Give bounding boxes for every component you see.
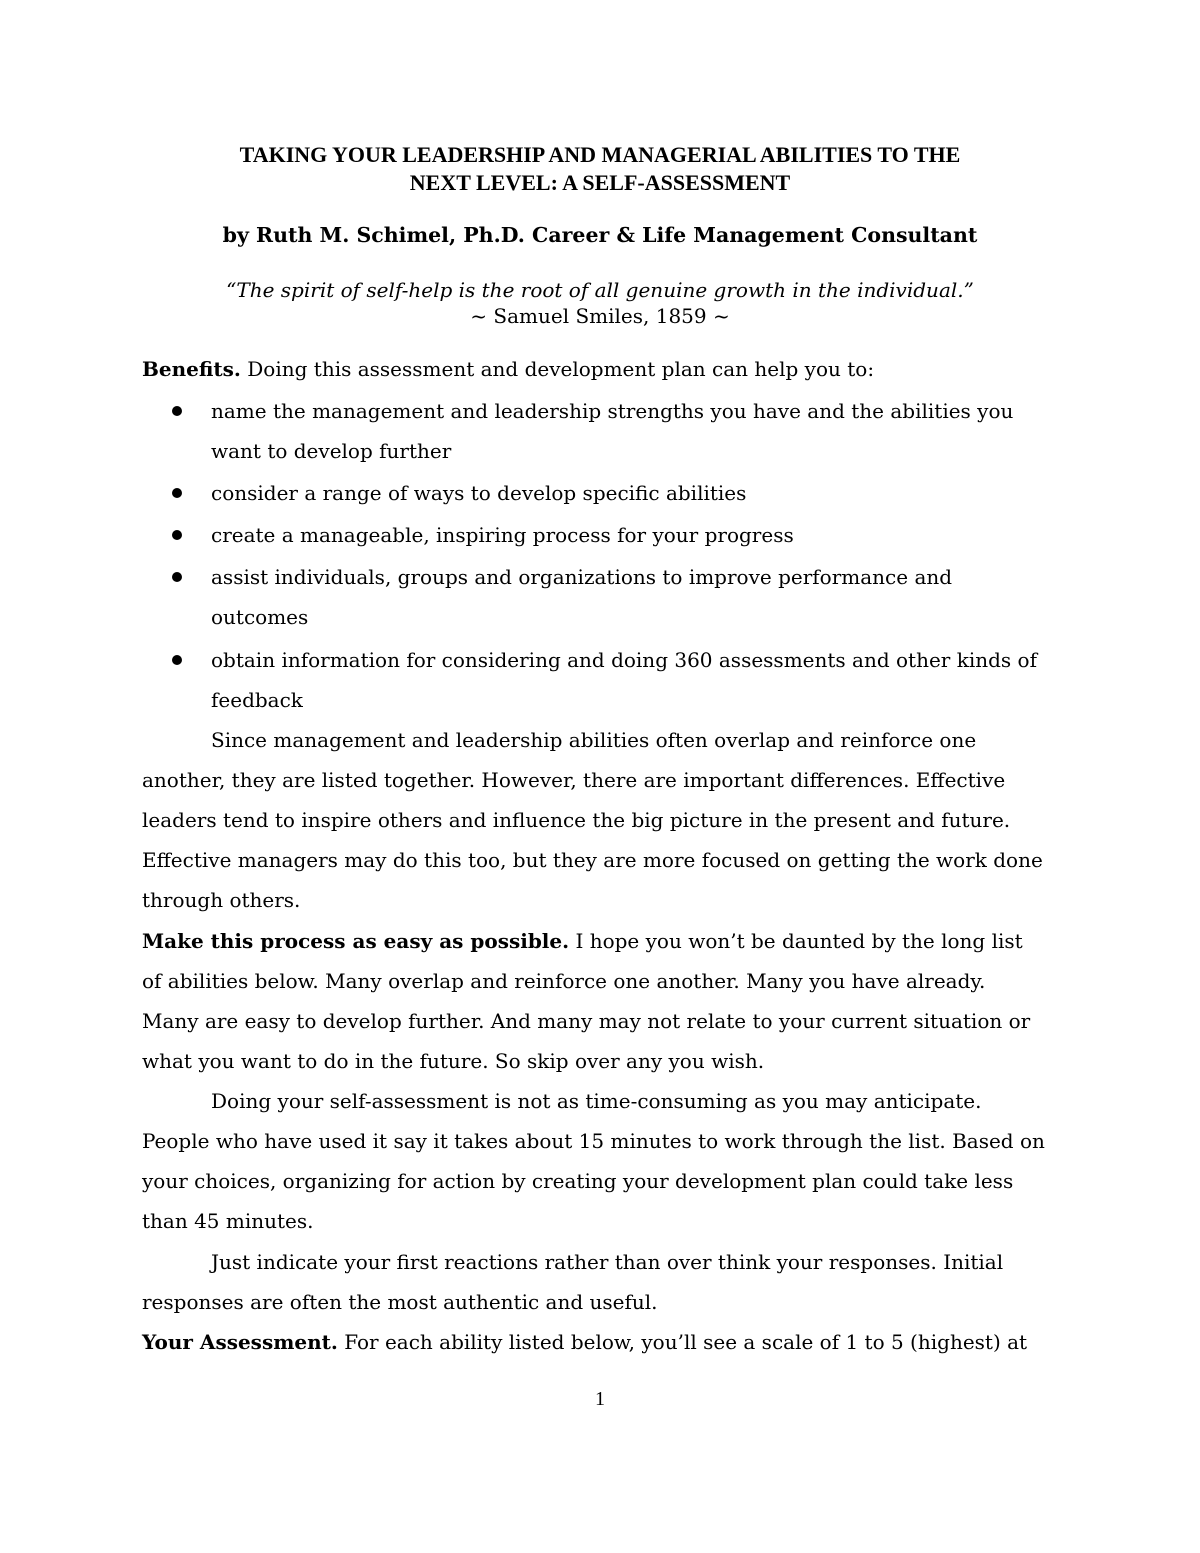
paragraph-reactions-line-2: responses are often the most authentic and useful. — [142, 1290, 658, 1314]
benefit-item-5-line-2: feedback — [211, 688, 303, 712]
benefits-heading: Benefits. — [142, 357, 241, 381]
easy-process-line-1 — [142, 926, 1023, 956]
benefits-intro: Doing this assessment and development plan can help you to: — [240, 357, 875, 381]
document-title-line-2: NEXT LEVEL: A SELF-ASSESSMENT — [409, 170, 791, 195]
assessment-heading: Your Assessment. — [142, 1330, 338, 1354]
epigraph-attribution: ~ Samuel Smiles, 1859 ~ — [470, 304, 730, 328]
easy-process-intro: I hope you won’t be daunted by the long list — [569, 929, 1023, 953]
paragraph-time-line-3: your choices, organizing for action by creating your development plan could take less — [142, 1169, 1014, 1193]
paragraph-overlap-line-4: Effective managers may do this too, but they are more focused on getting the work done — [142, 848, 1043, 872]
benefit-item-4-line-2: outcomes — [211, 605, 309, 629]
benefit-item-3: create a manageable, inspiring process for your progress — [211, 523, 794, 547]
paragraph-overlap-line-3: leaders tend to inspire others and influence the big picture in the present and future. — [142, 808, 1011, 832]
benefit-item-5-line-1: obtain information for considering and doing 360 assessments and other kinds of — [211, 648, 1037, 672]
bullet-icon — [172, 406, 182, 416]
epigraph-quote: “The spirit of self-help is the root of all genuine growth in the individual.” — [226, 278, 974, 302]
assessment-intro: For each ability listed below, you’ll see a scale of 1 to 5 (highest) at — [337, 1330, 1028, 1354]
benefit-item-1-line-1: name the management and leadership strengths you have and the abilities you — [211, 399, 1014, 423]
document-title-line-1: TAKING YOUR LEADERSHIP AND MANAGERIAL ABILITIES TO THE — [239, 142, 961, 167]
bullet-icon — [172, 488, 182, 498]
paragraph-time-line-2: People who have used it say it takes about 15 minutes to work through the list. Based on — [142, 1129, 1045, 1153]
easy-process-heading: Make this process as easy as possible. — [142, 929, 570, 953]
easy-process-line-4: what you want to do in the future. So skip over any you wish. — [142, 1049, 765, 1073]
easy-process-line-3: Many are easy to develop further. And many may not relate to your current situation or — [142, 1009, 1031, 1033]
benefit-item-1-line-2: want to develop further — [211, 439, 452, 463]
bullet-icon — [172, 530, 182, 540]
paragraph-overlap-line-1: Since management and leadership abilities often overlap and reinforce one — [211, 728, 977, 752]
benefit-item-4-line-1: assist individuals, groups and organizations to improve performance and — [211, 565, 953, 589]
assessment-line — [142, 1327, 1027, 1357]
bullet-icon — [172, 572, 182, 582]
paragraph-time-line-1: Doing your self-assessment is not as time-consuming as you may anticipate. — [211, 1089, 982, 1113]
page-number: 1 — [595, 1388, 605, 1410]
easy-process-line-2: of abilities below. Many overlap and reinforce one another. Many you have already. — [142, 969, 986, 993]
author-byline: by Ruth M. Schimel, Ph.D. Career & Life Management Consultant — [222, 223, 978, 247]
paragraph-time-line-4: than 45 minutes. — [142, 1209, 314, 1233]
benefit-item-2: consider a range of ways to develop specific abilities — [211, 481, 747, 505]
paragraph-reactions-line-1: Just indicate your first reactions rather than over think your responses. Initial — [211, 1250, 1004, 1274]
paragraph-overlap-line-2: another, they are listed together. However, there are important differences. Effective — [142, 768, 1006, 792]
benefits-intro-line — [142, 354, 874, 384]
bullet-icon — [172, 655, 182, 665]
paragraph-overlap-line-5: through others. — [142, 888, 301, 912]
